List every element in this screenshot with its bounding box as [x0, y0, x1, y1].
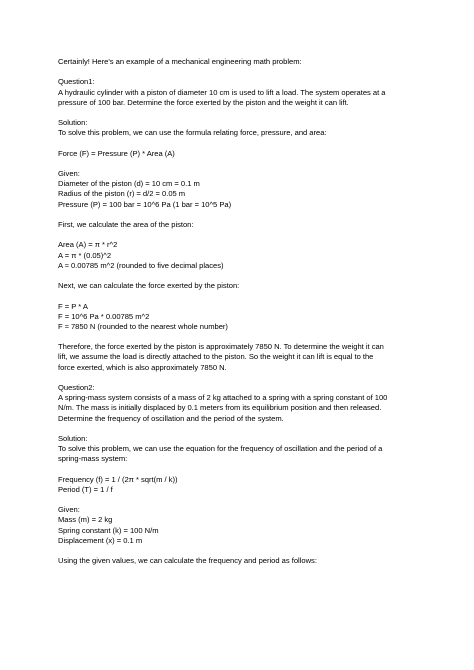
area-step-line: First, we calculate the area of the piston:: [58, 220, 194, 229]
question1-heading: Question1:: [58, 77, 95, 87]
blank-line: [58, 373, 430, 383]
blank-line: [58, 332, 430, 342]
given2-line: Displacement (x) = 0.1 m: [58, 535, 143, 545]
solution2-text-line: To solve this problem, we can use the equation for the frequency of oscillation and the period of a: [58, 444, 383, 454]
given1-line: Radius of the piston (r) = d/2 = 0.05 m: [58, 189, 186, 199]
force-formula-line: Force (F) = Pressure (P) * Area (A): [58, 148, 175, 158]
question2-text-line: N/m. The mass is initially displaced by 0.1 meters from its equilibrium position and then released.: [58, 403, 382, 413]
question2-text-line: Determine the frequency of oscillation and the period of the system.: [58, 413, 284, 423]
document-body: [58, 57, 430, 566]
question1-text-line: pressure of 100 bar. Determine the force exerted by the piston and the weight it can lift.: [58, 97, 349, 107]
question1-text-line: A hydraulic cylinder with a piston of diameter 10 cm is used to lift a load. The system operates at a: [58, 87, 386, 97]
given2-line: Mass (m) = 2 kg: [58, 515, 113, 525]
blank-line: [58, 230, 430, 240]
blank-line: [58, 139, 430, 149]
force-calc-line: F = 10^6 Pa * 0.00785 m^2: [58, 311, 150, 321]
conclusion1-line: lift, we assume the load is directly attached to the piston. So the weight it can lift is equal to the: [58, 352, 374, 362]
conclusion1-line: force exerted, which is also approximately 7850 N.: [58, 362, 227, 372]
given1-line: Pressure (P) = 100 bar = 10^6 Pa (1 bar = 10^5 Pa): [58, 199, 232, 209]
given1-heading: Given:: [58, 169, 80, 179]
area-formula-line: Area (A) = π * r^2: [58, 240, 118, 250]
solution2-text-line: spring-mass system:: [58, 454, 128, 464]
solution1-text-line: To solve this problem, we can use the formula relating force, pressure, and area:: [58, 128, 327, 138]
blank-line: [58, 424, 430, 434]
given2-heading: Given:: [58, 505, 80, 515]
final-step-line: Using the given values, we can calculate the frequency and period as follows:: [58, 556, 317, 566]
intro-line: Certainly! Here's an example of a mechanical engineering math problem:: [58, 57, 302, 66]
solution1-heading: Solution:: [58, 118, 88, 128]
question2-text-line: A spring-mass system consists of a mass of 2 kg attached to a spring with a spring constant of 100: [58, 393, 388, 403]
force-result-line: F ≈ 7850 N (rounded to the nearest whole number): [58, 321, 228, 331]
blank-line: [58, 210, 430, 220]
blank-line: [58, 108, 430, 118]
blank-line: [58, 271, 430, 281]
force-calc-line: F = P * A: [58, 301, 88, 311]
given1-line: Diameter of the piston (d) = 10 cm = 0.1 m: [58, 179, 200, 189]
period-formula-line: Period (T) = 1 / f: [58, 484, 113, 494]
area-formula-line: A = π * (0.05)^2: [58, 250, 112, 260]
blank-line: [58, 159, 430, 169]
blank-line: [58, 291, 430, 301]
given2-line: Spring constant (k) = 100 N/m: [58, 525, 159, 535]
blank-line: [58, 495, 430, 505]
solution2-heading: Solution:: [58, 433, 88, 443]
question2-heading: Question2:: [58, 383, 95, 392]
blank-line: [58, 67, 430, 77]
force-step-line: Next, we can calculate the force exerted by the piston:: [58, 281, 240, 291]
blank-line: [58, 465, 430, 475]
blank-line: [58, 546, 430, 556]
conclusion1-line: Therefore, the force exerted by the piston is approximately 7850 N. To determine the weight it can: [58, 342, 384, 352]
area-result-line: A ≈ 0.00785 m^2 (rounded to five decimal places): [58, 260, 224, 270]
frequency-formula-line: Frequency (f) = 1 / (2π * sqrt(m / k)): [58, 474, 178, 484]
